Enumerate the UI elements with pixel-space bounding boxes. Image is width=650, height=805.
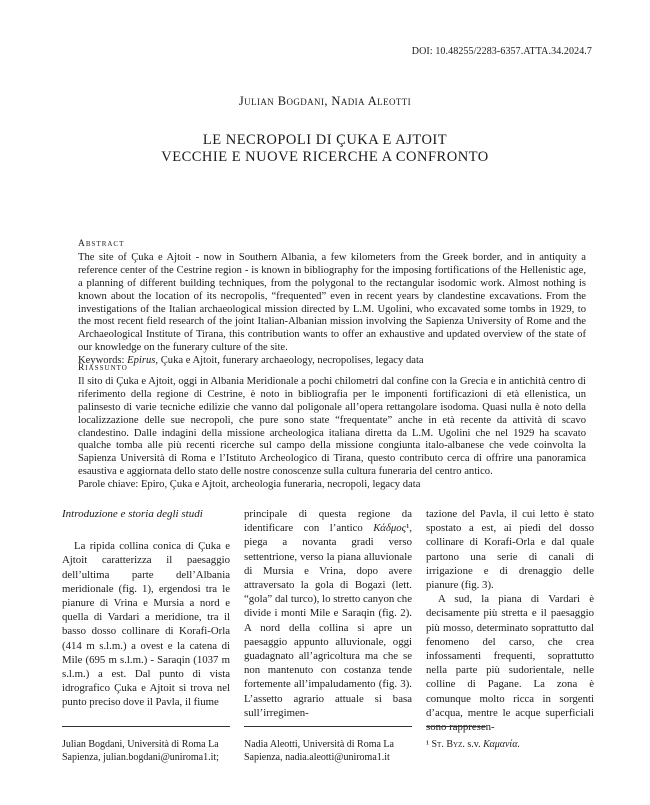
column-2 <box>244 507 412 720</box>
column-1 <box>62 507 230 710</box>
abstract-text: The site of Çuka e Ajtoit - now in Southern Albania, a few kilometers from the Greek border, and in antiquity a reference center of the Cestrine region - is known in bibliography for the imposing fortifications of the Hellenistic age, a planning of different building techniques, from the polygonal to the rectangular isodomic work. Almost nothing is known about the location of its necropolis, “frequented” even in recent years by clandestine excavations. From the investigations of the Italian archaeological mission directed by L.M. Ugolini, who excavated some tombs in 1929, to the most recent field research of the joint Italian-Albanian mission involving the Sapienza University of Rome and the Archaeological Institute of Tirana, this contribution wants to offer an exhaustive and updated overview of the state of our knowledge on the funerary culture of the site. <box>78 251 586 354</box>
col2-text-b: ¹, piega a novanta gradi verso settentrione, verso la piana alluvionale di Mursia e Vrina, dopo avere attraversato la gola di Bogazi (lett. “gola” dal turco), lo stretto canyon che divide i monti Mile e Saraqin (fig. 2). A nord della collina si apre un paesaggio appunto alluvionale, oggi guadagnato all’agricoltura ma che se non mantenuto con costanza tende fortemente all’impaludamento (fig. 3). L’assetto agrario attuale si basa sull’irregimen- <box>244 522 412 719</box>
footnote-rule-1 <box>62 726 230 727</box>
col2-greek: Κάδμος <box>373 522 407 535</box>
abstract-heading: Abstract <box>78 239 125 249</box>
abstract-section <box>78 238 586 368</box>
title-line-2: VECCHIE E NUOVE RICERCHE A CONFRONTO <box>161 149 489 165</box>
riassunto-heading: Riassunto <box>78 363 128 373</box>
footnote-greek: Καμανία. <box>483 739 520 750</box>
keywords-italic: Epirus <box>127 355 156 367</box>
keywords-label: Keywords: <box>78 355 125 367</box>
intro-heading: Introduzione e storia degli studi <box>62 508 203 520</box>
author-affiliation-2: Nadia Aleotti, Università di Roma La Sapienza, nadia.aleotti@uniroma1.it <box>244 739 394 763</box>
keywords-rest: , Çuka e Ajtoit, funerary archaeology, necropolises, legacy data <box>155 355 424 367</box>
riassunto-text: Il sito di Çuka e Ajtoit, oggi in Albania Meridionale a pochi chilometri dal confine con la Grecia e in antichità centro di riferimento della regione di Cestrine, è noto in bibliografia per le imponenti fortificazioni di età ellenistica, un palinsesto di varie tecniche edilizie che vanno dal poligonale all’opera rettangolare isodoma. Quasi nulla è noto della localizzazione delle sue necropoli, che pure sono state “frequentate” anche in età recente da attività di scavo clandestino. Dalle indagini della missione archeologica italiana diretta da L.M. Ugolini che nel 1929 ha scavato qualche tomba alle più recenti ricerche sul campo della missione congiunta italo-albanese che vede coinvolta la Sapienza Università di Roma e l’Istituto Archeologico di Tirana, questo contributo cerca di offrire una panoramica esaustiva e aggiornata dello stato delle nostre conoscenze sulla cultura funeraria del centro antico. <box>78 375 586 478</box>
title-line-1: LE NECROPOLI DI ÇUKA E AJTOIT <box>202 132 448 148</box>
footnote-source: St. Byz. <box>431 739 465 750</box>
authors: Julian Bogdani, Nadia Aleotti <box>238 94 412 108</box>
footnote-number: ¹ <box>426 739 429 750</box>
riassunto-body <box>78 376 586 492</box>
riassunto-keywords: Parole chiave: Epiro, Çuka e Ajtoit, archeologia funeraria, necropoli, legacy data <box>78 479 421 491</box>
article-title <box>0 132 650 166</box>
col3-paragraph-1: tazione del Pavla, il cui letto è stato spostato a est, ai piedi del dosso collinare di Korafi-Orla e dal quale partono una serie di canali di irrigazione e di drenaggio delle pianure (fig. 3). <box>426 508 594 592</box>
col1-paragraph: La ripida collina conica di Çuka e Ajtoit caratterizza il paesaggio dell’ultima parte dell’Albania meridionale (fig. 1), ergendosi tra le pianure di Vrina e Mursia a nord e quella di Vardari a meridione, tra il basso dosso collinare di Korafi-Orla (414 m s.l.m.) a ovest e la catena di Mile (695 m s.l.m.) - Saraqin (1037 m s.l.m.) a est. Dal punto di vista idrografico Çuka e Ajtoit si trova nel punto preciso dove il Pavla, il fiume <box>62 540 230 709</box>
footnote-1 <box>426 738 594 751</box>
abstract-body <box>78 252 586 368</box>
col2-paragraph <box>244 507 412 720</box>
riassunto-section <box>78 362 586 492</box>
author-affiliation-1: Julian Bogdani, Università di Roma La Sapienza, julian.bogdani@uniroma1.it; <box>62 739 219 763</box>
footnote-rule-3 <box>426 726 486 727</box>
col2-text-a: principale di questa regione da identificare con l’antico <box>244 508 412 535</box>
footnote-sv: s.v. <box>464 739 484 750</box>
col3-paragraph-2: A sud, la piana di Vardari è decisamente più stretta e il paesaggio più mosso, determinato soprattutto dal fenomeno del carso, che crea infossamenti frequenti, soprattutto nella parte più sudorientale, nelle colline di Pagane. La zona è comunque molto ricca in sorgenti d’acqua, mentre le acque superficiali sono rappresen- <box>426 593 594 734</box>
footnote-rule-2 <box>244 726 412 727</box>
doi-line: DOI: 10.48255/2283-6357.ATTA.34.2024.7 <box>411 46 592 57</box>
column-3 <box>426 507 594 734</box>
